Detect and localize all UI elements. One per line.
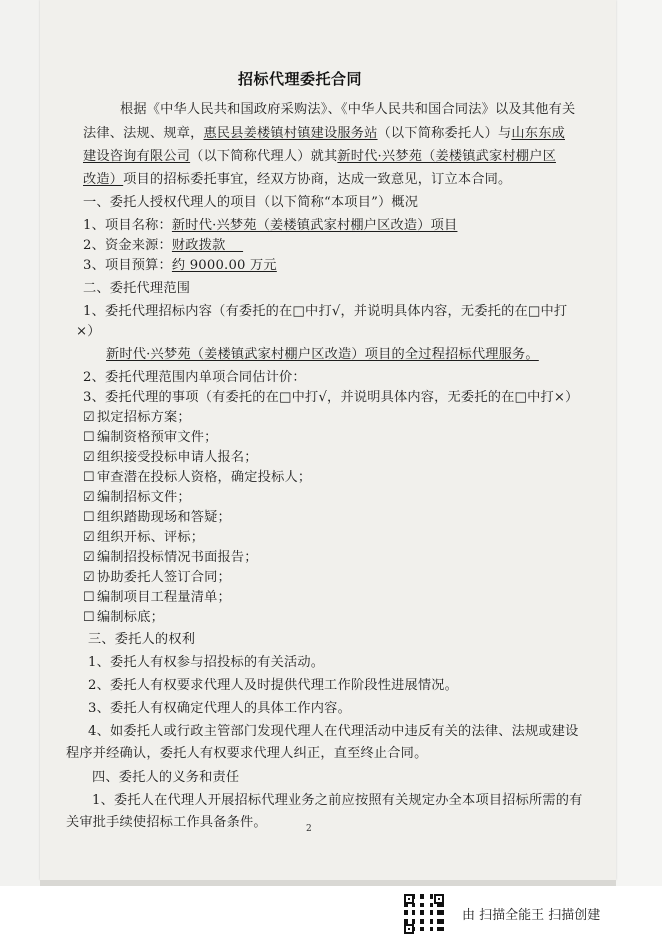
budget-row: 3、项目预算：约 9000.00 万元 bbox=[83, 258, 277, 273]
scan-margin-left bbox=[0, 0, 40, 886]
task-item: ☑ 编制招标文件； bbox=[83, 490, 191, 505]
task-item: ☑ 协助委托人签订合同； bbox=[83, 570, 231, 585]
checkbox-checked-icon: ☑ bbox=[83, 550, 96, 565]
section-3-heading: 三、委托人的权利 bbox=[88, 632, 196, 647]
right-4-line-1: 4、如委托人或行政主管部门发现代理人在代理活动中违反有关的法律、法规或建设 bbox=[88, 724, 579, 739]
qr-code-icon bbox=[404, 894, 444, 934]
intro-line-4: 改造）项目的招标委托事宜，经双方协商，达成一致意见，订立本合同。 bbox=[83, 172, 512, 187]
funding-source-value: 财政拨款 bbox=[171, 238, 226, 253]
task-item: ☐ 编制标底； bbox=[83, 610, 164, 625]
checkbox-checked-icon: ☑ bbox=[83, 450, 96, 465]
right-3: 3、委托人有权确定代理人的具体工作内容。 bbox=[88, 701, 351, 716]
intro-line-2: 法律、法规、规章，惠民县姜楼镇村镇建设服务站（以下简称委托人）与山东东成 bbox=[83, 126, 565, 141]
checkbox-empty-icon: ☐ bbox=[83, 510, 96, 525]
task-item: ☑ 拟定招标方案； bbox=[83, 410, 191, 425]
agent-name-part2: 建设咨询有限公司 bbox=[83, 149, 191, 164]
checkbox-empty-icon: ☐ bbox=[83, 430, 96, 445]
right-2: 2、委托人有权要求代理人及时提供代理工作阶段性进展情况。 bbox=[88, 678, 459, 693]
duty-1-line-2: 关审批手续使招标工作具备条件。 bbox=[66, 815, 267, 830]
right-4-line-2: 程序并经确认，委托人有权要求代理人纠正，直至终止合同。 bbox=[66, 746, 428, 761]
task-item: ☐ 编制资格预审文件； bbox=[83, 430, 218, 445]
intro-line-1: 根据《中华人民共和国政府采购法》、《中华人民共和国合同法》以及其他有关 bbox=[120, 102, 576, 117]
budget-value: 约 9000.00 万元 bbox=[171, 258, 277, 273]
checkbox-empty-icon: ☐ bbox=[83, 610, 96, 625]
task-item: ☑ 编制招投标情况书面报告； bbox=[83, 550, 258, 565]
page-bottom-shadow bbox=[40, 880, 616, 886]
task-item: ☐ 组织踏勘现场和答疑； bbox=[83, 510, 231, 525]
scope-item-3: 3、委托代理的事项（有委托的在□中打√，并说明具体内容，无委托的在□中打×） bbox=[83, 390, 579, 405]
scope-item-1-line-1: 1、委托代理招标内容（有委托的在□中打√，并说明具体内容，无委托的在□中打 bbox=[83, 304, 568, 319]
scan-margin-right bbox=[616, 0, 662, 886]
checkbox-checked-icon: ☑ bbox=[83, 530, 96, 545]
checkbox-checked-icon: ☑ bbox=[83, 570, 96, 585]
checkbox-checked-icon: ☑ bbox=[83, 410, 96, 425]
task-item: ☑ 组织开标、评标； bbox=[83, 530, 205, 545]
section-4-heading: 四、委托人的义务和责任 bbox=[92, 770, 240, 785]
scope-description: 新时代·兴梦苑（姜楼镇武家村棚户区改造）项目的全过程招标代理服务。 bbox=[106, 347, 539, 362]
duty-1-line-1: 1、委托人在代理人开展招标代理业务之前应按照有关规定办全本项目招标所需的有 bbox=[92, 793, 583, 808]
scanner-credit-text: 由 扫描全能王 扫描创建 bbox=[462, 908, 601, 923]
intro-line-3: 建设咨询有限公司（以下简称代理人）就其新时代·兴梦苑（姜楼镇武家村棚户区 bbox=[83, 149, 556, 164]
scope-item-2: 2、委托代理范围内单项合同估计价： bbox=[83, 370, 306, 385]
section-2-heading: 二、委托代理范围 bbox=[83, 281, 191, 296]
right-1: 1、委托人有权参与招投标的有关活动。 bbox=[88, 655, 325, 670]
task-item: ☑ 组织接受投标申请人报名； bbox=[83, 450, 258, 465]
project-name-row: 1、项目名称：新时代·兴梦苑（姜楼镇武家村棚户区改造）项目 bbox=[83, 218, 458, 233]
project-name-part2: 改造） bbox=[83, 172, 124, 187]
task-item: ☐ 编制项目工程量清单； bbox=[83, 590, 231, 605]
checkbox-empty-icon: ☐ bbox=[83, 590, 96, 605]
document-title: 招标代理委托合同 bbox=[238, 70, 363, 88]
agent-name-part1: 山东东成 bbox=[511, 126, 565, 141]
checkbox-empty-icon: ☐ bbox=[83, 470, 96, 485]
task-item: ☐ 审查潜在投标人资格，确定投标人； bbox=[83, 470, 312, 485]
checkbox-checked-icon: ☑ bbox=[83, 490, 96, 505]
principal-name: 惠民县姜楼镇村镇建设服务站 bbox=[203, 126, 378, 141]
funding-source-row: 2、资金来源：财政拨款 bbox=[83, 238, 226, 253]
scope-item-1-line-2: ×） bbox=[76, 324, 101, 339]
section-1-heading: 一、委托人授权代理人的项目（以下简称“本项目”）概况 bbox=[83, 195, 419, 210]
project-name-value: 新时代·兴梦苑（姜楼镇武家村棚户区改造）项目 bbox=[171, 218, 458, 233]
scanner-watermark bbox=[404, 894, 654, 934]
page-number: 2 bbox=[306, 824, 312, 834]
project-name-part1: 新时代·兴梦苑（姜楼镇武家村棚户区 bbox=[337, 149, 556, 164]
